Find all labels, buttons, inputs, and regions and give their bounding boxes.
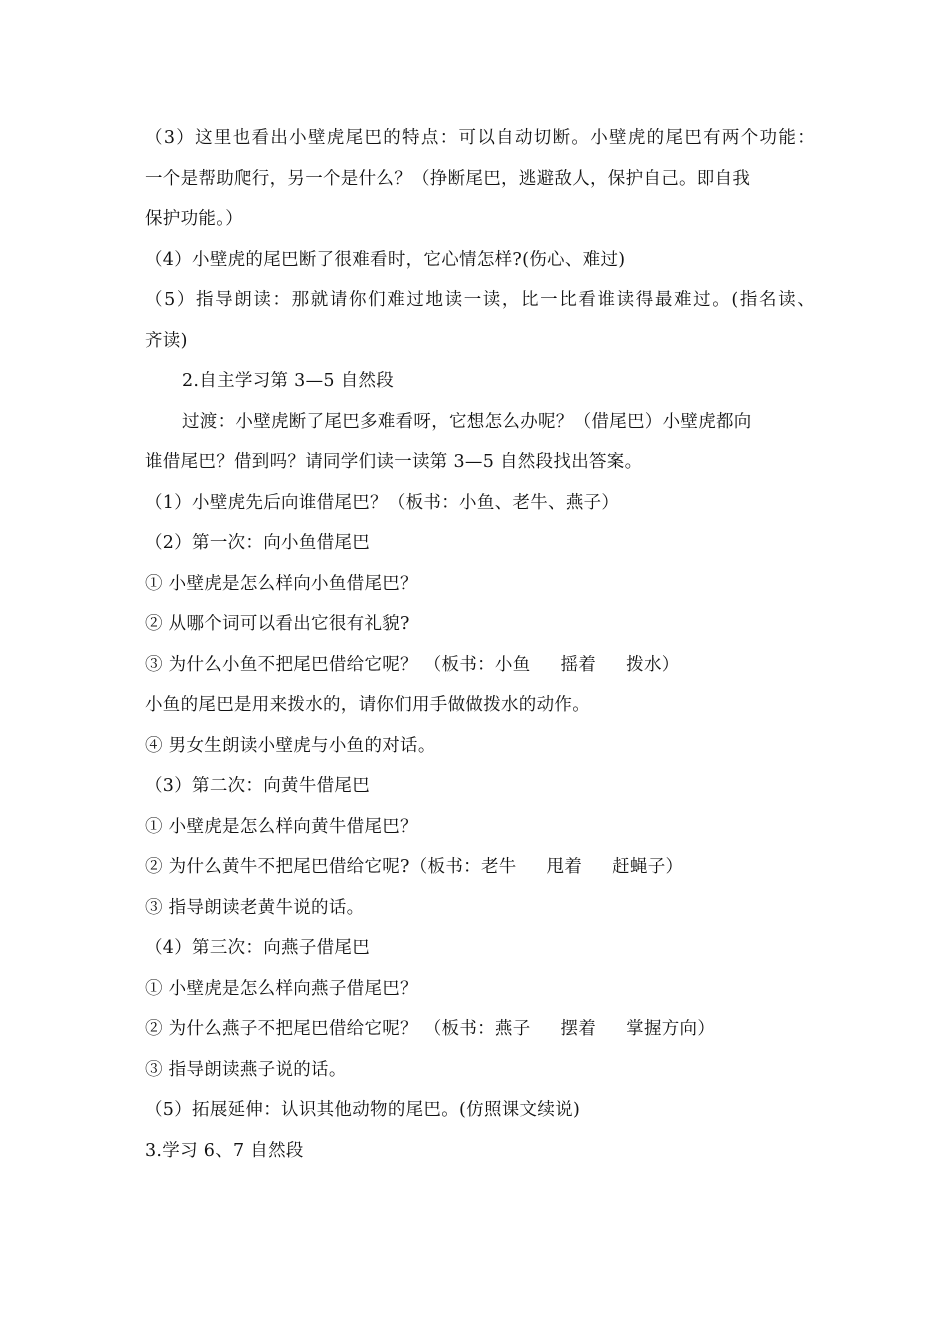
paragraph-line: 过渡：小壁虎断了尾巴多难看呀，它想怎么办呢？（借尾巴）小壁虎都向 [182, 411, 752, 432]
board-note-part: 摆着 [560, 1019, 597, 1039]
paragraph-line: 小鱼的尾巴是用来拨水的，请你们用手做做拨水的动作。 [145, 695, 590, 715]
paragraph-line: （4）小壁虎的尾巴断了很难看时，它心情怎样?(伤心、难过) [145, 249, 626, 270]
paragraph-line: （1）小壁虎先后向谁借尾巴？（板书：小鱼、老牛、燕子） [145, 492, 620, 513]
board-note-part: 摇着 [560, 654, 597, 675]
paragraph-line: （5）拓展延伸：认识其他动物的尾巴。(仿照课文续说) [145, 1100, 581, 1120]
list-item: ③ 指导朗读老黄牛说的话。 [145, 897, 365, 918]
paragraph-line: （2）第一次：向小鱼借尾巴 [145, 533, 371, 553]
board-note-part: ② 为什么燕子不把尾巴借给它呢？ （板书：燕子 [145, 1019, 531, 1039]
board-note-part: 掌握方向） [626, 1019, 716, 1039]
paragraph-line: （3）这里也看出小壁虎尾巴的特点：可以自动切断。小壁虎的尾巴有两个功能： [145, 128, 815, 148]
section-heading: 2.自主学习第 3—5 自然段 [182, 371, 395, 391]
board-note-part: ② 为什么黄牛不把尾巴借给它呢?（板书：老牛 [145, 857, 517, 877]
paragraph-line: 谁借尾巴？借到吗？请同学们读一读第 3—5 自然段找出答案。 [145, 452, 643, 472]
board-note-part: 赶蝇子） [612, 857, 684, 877]
document-body [145, 118, 815, 1171]
list-item: ② 从哪个词可以看出它很有礼貌? [145, 614, 410, 634]
list-item [145, 645, 815, 686]
list-item: ① 小壁虎是怎么样向小鱼借尾巴？ [145, 573, 418, 594]
list-item [145, 847, 815, 888]
list-item: ④ 男女生朗读小壁虎与小鱼的对话。 [145, 735, 436, 756]
paragraph-line: （3）第二次：向黄牛借尾巴 [145, 776, 371, 796]
board-note-part: ③ 为什么小鱼不把尾巴借给它呢？ （板书：小鱼 [145, 654, 531, 675]
paragraph-line: （5）指导朗读：那就请你们难过地读一读，比一比看谁读得最难过。(指名读、 [145, 290, 815, 310]
paragraph-line: 齐读) [145, 330, 188, 351]
list-item: ③ 指导朗读燕子说的话。 [145, 1059, 347, 1080]
board-note-part: 拨水） [626, 654, 680, 675]
paragraph-line: 保护功能。） [145, 209, 244, 229]
section-heading: 3.学习 6、7 自然段 [145, 1140, 304, 1161]
paragraph-line: （4）第三次：向燕子借尾巴 [145, 938, 371, 958]
list-item [145, 1009, 815, 1050]
paragraph-line: 一个是帮助爬行，另一个是什么？（挣断尾巴，逃避敌人，保护自己。即自我 [145, 168, 751, 189]
list-item: ① 小壁虎是怎么样向燕子借尾巴？ [145, 978, 418, 999]
list-item: ① 小壁虎是怎么样向黄牛借尾巴？ [145, 816, 418, 837]
board-note-part: 甩着 [546, 857, 583, 877]
